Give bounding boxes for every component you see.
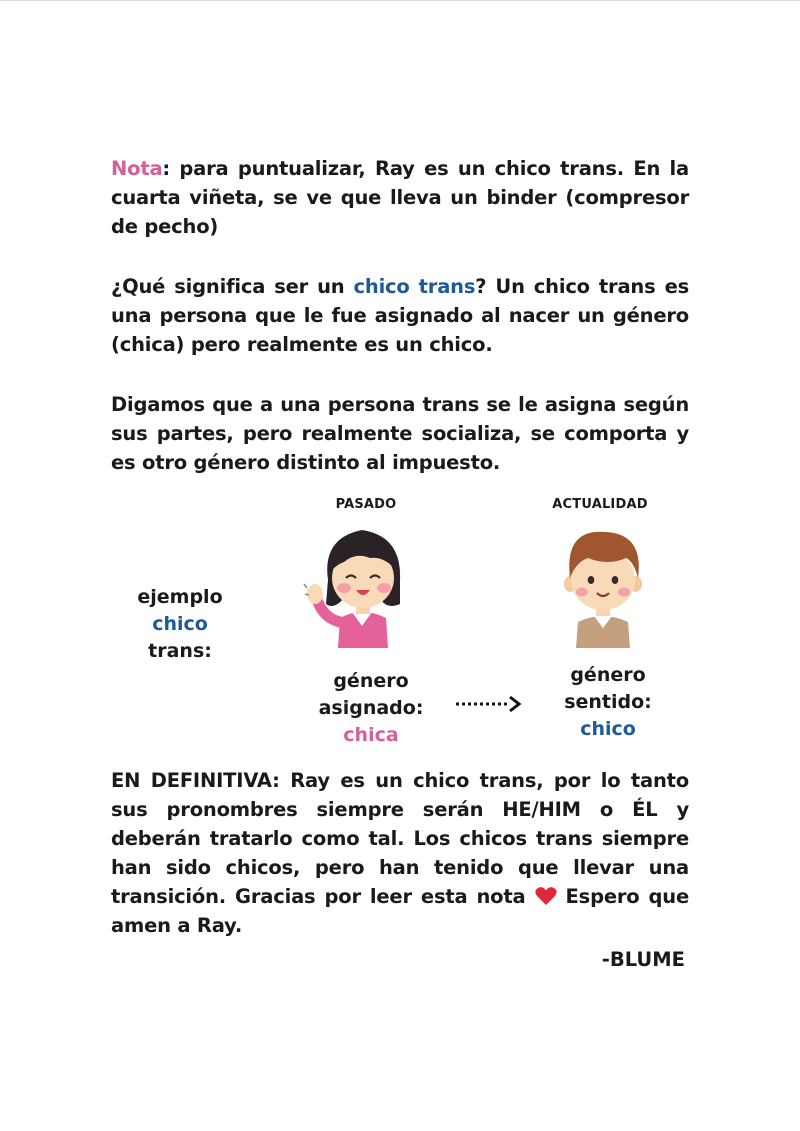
boy-smiling-illustration [548, 518, 658, 650]
assigned-value: chica [343, 724, 399, 746]
felt-line1: género [570, 664, 646, 686]
note-paragraph [111, 154, 689, 241]
felt-value: chico [580, 718, 636, 740]
signature: -BLUME [601, 948, 685, 971]
page-top-border [0, 0, 800, 1]
example-label-line2 [120, 611, 240, 665]
conclusion-paragraph [111, 766, 689, 940]
red-heart-icon [535, 886, 557, 906]
note-text: : para puntualizar, Ray es un chico trans. En la cuarta viñeta, se ve que lleva un binder (compresor de pecho) [111, 157, 689, 238]
definition-text-before: ¿Qué significa ser un [111, 275, 354, 298]
definition-paragraph [111, 272, 689, 359]
example-label-blue: chico [152, 613, 208, 635]
conclusion-text-end: Espero que amen a Ray. [111, 885, 689, 937]
conclusion-text: EN DEFINITIVA: Ray es un chico trans, por lo tanto sus pronombres siempre serán HE/HIM o ÉL y deberán tratarlo como tal. Los chicos trans siempre han sido chicos, pero han tenido que llevar una transición. Gracias por leer esta nota [111, 769, 689, 908]
assigned-line1: género [333, 670, 409, 692]
definition-highlight: chico trans [353, 275, 476, 298]
assigned-line2: asignado: [318, 697, 424, 719]
present-header: ACTUALIDAD [552, 497, 648, 512]
past-header: PASADO [335, 497, 397, 512]
assigned-gender [311, 668, 431, 749]
felt-line2: sentido: [564, 691, 652, 713]
note-highlight: Nota [111, 157, 163, 180]
example-label-line1: ejemplo [137, 586, 223, 608]
felt-gender [548, 662, 668, 743]
dotted-arrow-right-icon [454, 694, 524, 714]
explanation-paragraph: Digamos que a una persona trans se le asigna según sus partes, pero realmente socializa, se comporta y es otro género distinto al impuesto. [111, 393, 689, 474]
example-label [120, 584, 240, 665]
definition-text-after: ? Un chico trans es una persona que le fue asignado al nacer un género (chica) pero realmente es un chico. [111, 275, 690, 356]
example-label-rest: trans: [148, 640, 212, 662]
girl-waving-illustration [300, 518, 420, 650]
